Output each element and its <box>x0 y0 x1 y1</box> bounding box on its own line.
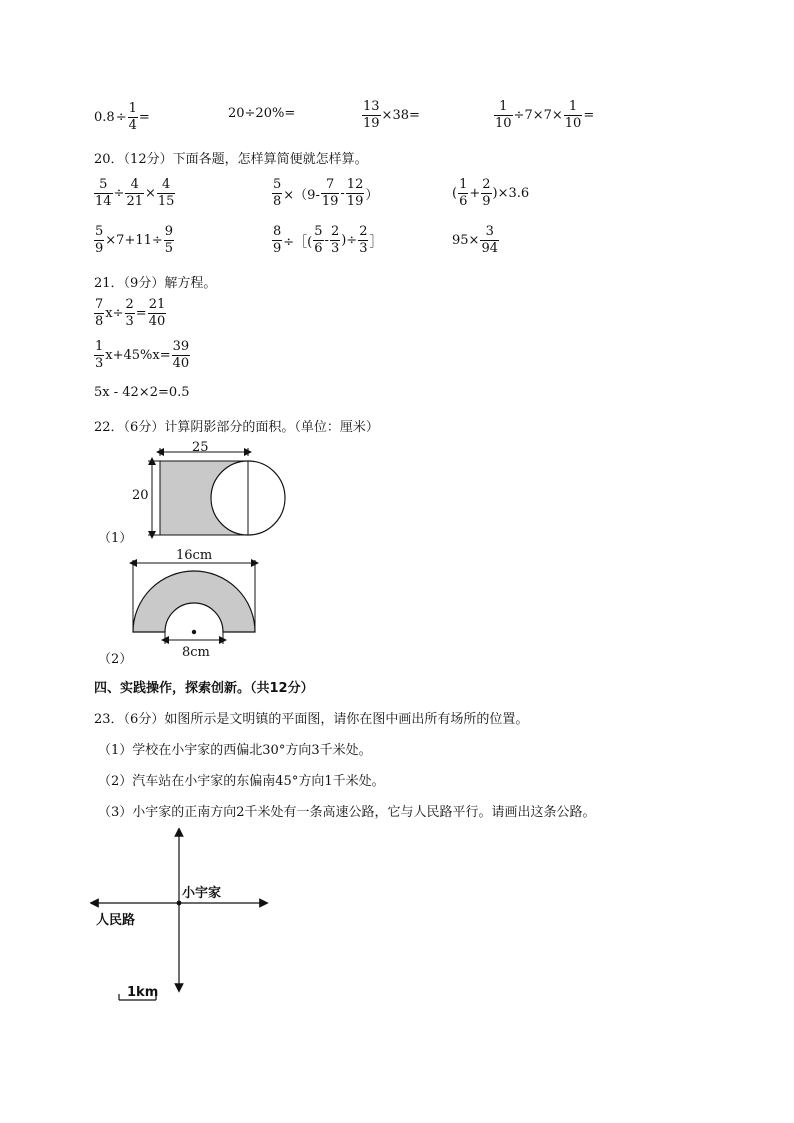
fraction: $\frac{1}{4}$ <box>128 101 137 133</box>
fig2-label: （2） <box>98 652 133 667</box>
q20-expr-3: ( $\frac{1}{6}$ + $\frac{2}{9}$ )×3.6 <box>452 177 530 209</box>
center-dot <box>192 630 196 634</box>
q20-expr-1: $\frac{5}{14}$ ÷ $\frac{4}{21}$ × $\frac{4}{15}$ <box>95 177 175 209</box>
q20-expr-5: $\frac{8}{9}$ ÷［( $\frac{5}{6}$ - $\frac{2}{3}$ )÷ $\frac{2}{3}$ ］ <box>273 224 383 256</box>
q21-eq-3: 5x - 42×2=0.5 <box>94 385 190 400</box>
calc-19-2: 20÷20%= <box>228 106 296 121</box>
calc-19-3: $\frac{13}{19}$ ×38= <box>363 99 420 131</box>
calc-19-1: 0.8 ÷ $\frac{1}{4}$ = <box>94 101 150 133</box>
q22-title: 22．（6分）计算阴影部分的面积。（单位：厘米） <box>94 420 379 435</box>
figure-half-ring <box>125 548 265 656</box>
fig2-outer-label: 16cm <box>176 548 213 563</box>
q23-item-3: （3）小宇家的正南方向2千米处有一条高速公路，它与人民路平行。请画出这条公路。 <box>98 805 596 820</box>
scale-label: 1km <box>127 985 159 1000</box>
fig1-width-label: 25 <box>192 440 209 455</box>
q23-item-1: （1）学校在小宇家的西偏北30°方向3千米处。 <box>98 743 372 758</box>
q21-eq-2: $\frac{1}{3}$ x+45%x= $\frac{39}{40}$ <box>95 339 190 371</box>
q21-eq-1: $\frac{7}{8}$ x÷ $\frac{2}{3}$ = $\frac{21}{40}$ <box>95 297 166 329</box>
q23-item-2: （2）汽车站在小宇家的东偏南45°方向1千米处。 <box>98 774 385 789</box>
road-label: 人民路 <box>96 913 136 928</box>
fig1-height-label: 20 <box>132 488 149 503</box>
calc-19-4: $\frac{1}{10}$ ÷7×7× $\frac{1}{10}$ = <box>495 99 595 131</box>
q23-title: 23．（6分）如图所示是文明镇的平面图，请你在图中画出所有场所的位置。 <box>94 712 529 727</box>
home-point <box>177 901 182 906</box>
q20-expr-2: $\frac{5}{8}$ ×（9- $\frac{7}{19}$ - $\frac{12}{19}$ ） <box>273 177 379 209</box>
fig2-inner-label: 8cm <box>182 645 210 660</box>
fig1-label: （1） <box>98 531 133 546</box>
home-label: 小宇家 <box>182 886 222 901</box>
fraction: $\frac{1}{10}$ <box>564 99 582 131</box>
q20-expr-4: $\frac{5}{9}$ ×7+11÷ $\frac{9}{5}$ <box>95 224 174 256</box>
fraction: $\frac{13}{19}$ <box>363 99 380 131</box>
q21-title: 21．（9分）解方程。 <box>94 276 217 291</box>
q20-expr-6: 95× $\frac{3}{94}$ <box>452 224 498 256</box>
section-4-title: 四、实践操作，探索创新。（共12分） <box>94 681 314 696</box>
shaded-half-ring <box>133 571 255 632</box>
fraction: $\frac{1}{10}$ <box>495 99 512 131</box>
q20-title: 20．（12分）下面各题，怎样算简便就怎样算。 <box>94 152 368 167</box>
